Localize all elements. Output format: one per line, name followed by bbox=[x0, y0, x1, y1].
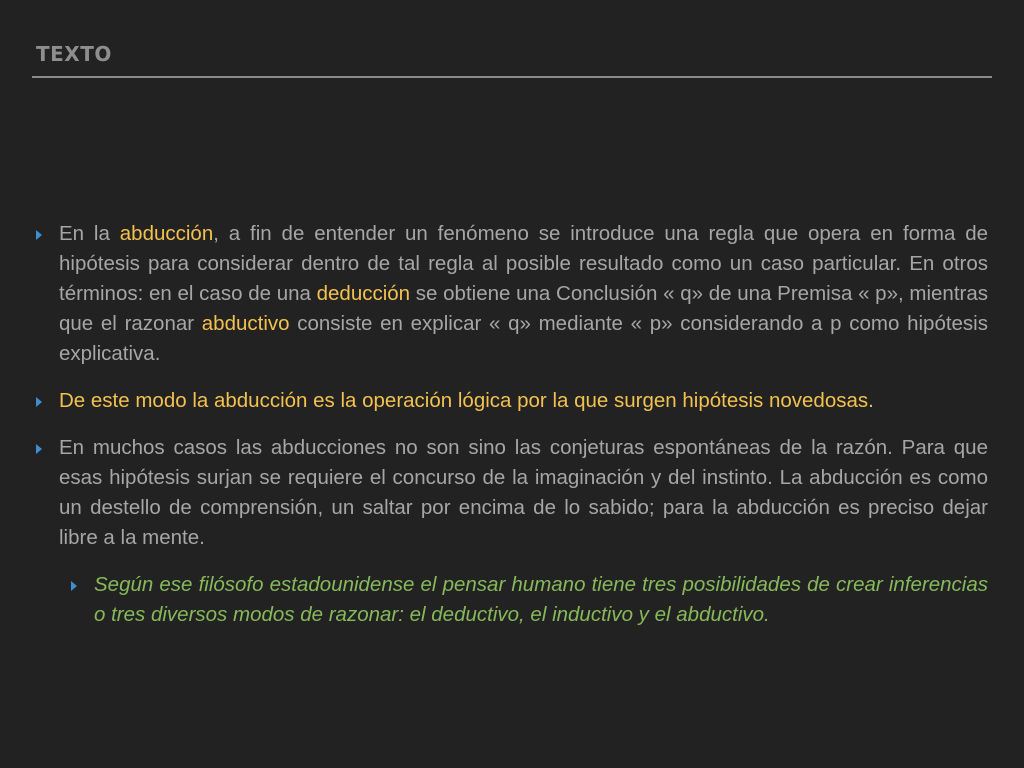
bullet-text-highlighted: De este modo la abducción es la operación lógica por la que surgen hipótesis novedosas. bbox=[59, 389, 874, 412]
bullet-text: se obtiene una Conclusión « q» de una Premisa « p», mientras que el razonar bbox=[59, 282, 988, 335]
slide-content bbox=[36, 219, 988, 647]
bullet-text-italic: Según ese filósofo estadounidense el pensar humano tiene tres posibilidades de crear inferencias o tres diversos modos de razonar: el deductivo, el inductivo y el abductivo. bbox=[94, 573, 988, 626]
highlight-abduccion: abducción bbox=[119, 222, 214, 245]
bullet-abduccion-definicion bbox=[36, 219, 988, 369]
bullet-text: , a fin de entender un fenómeno se introduce una regla que opera en forma de hipótesis para considerar dentro de tal regla al posible resultado como un caso particular. En otros términos: en el caso de una bbox=[59, 222, 989, 305]
bullet-text: En la bbox=[59, 222, 120, 245]
sub-bullet-modos-razonar bbox=[71, 570, 988, 630]
triangle-bullet-icon bbox=[36, 230, 42, 240]
slide-title: TEXTO bbox=[36, 42, 112, 66]
bullet-text: En muchos casos las abducciones no son sino las conjeturas espontáneas de la razón. Para que esas hipótesis surjan se requiere el concurso de la imaginación y del instinto. La abducción es como un destello de comprensión, un saltar por encima de lo sabido; para la abducción es preciso dejar libre a la mente. bbox=[59, 436, 988, 549]
highlight-deduccion: deducción bbox=[316, 282, 411, 305]
bullet-abduccion-operacion bbox=[36, 386, 988, 416]
title-divider bbox=[32, 76, 992, 78]
bullet-conjeturas bbox=[36, 433, 988, 553]
triangle-bullet-icon bbox=[71, 581, 77, 591]
highlight-abductivo: abductivo bbox=[201, 312, 290, 335]
bullet-text: consiste en explicar « q» mediante « p» considerando a p como hipótesis explicativa. bbox=[59, 312, 988, 365]
triangle-bullet-icon bbox=[36, 444, 42, 454]
triangle-bullet-icon bbox=[36, 397, 42, 407]
